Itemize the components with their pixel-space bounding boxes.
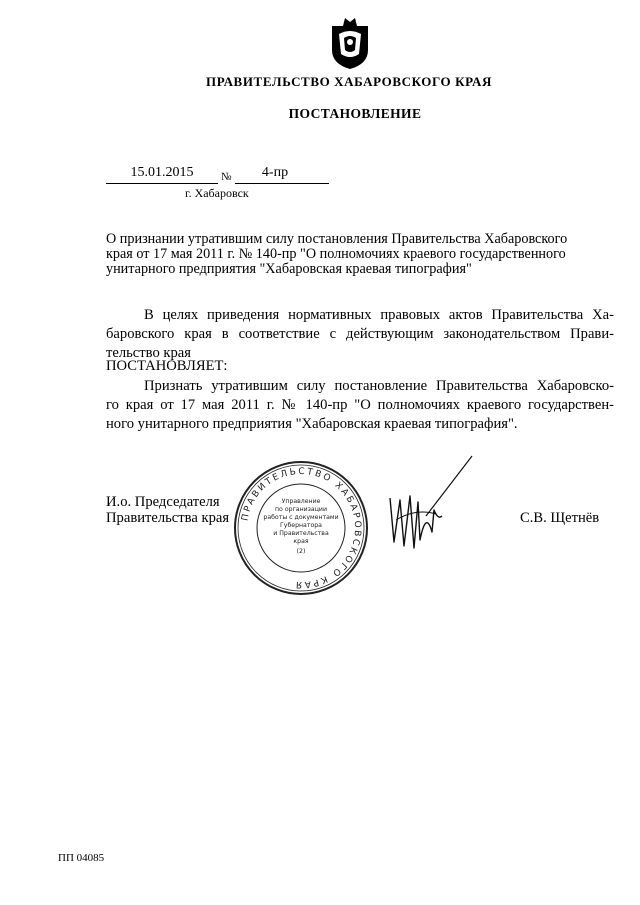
stamp-line: (2) [296,548,306,555]
document-subject [106,232,614,277]
stamp-line: Управление [281,498,321,505]
clause [106,377,614,434]
city: г. Хабаровск [185,186,249,200]
resolves-heading: ПОСТАНОВЛЯЕТ: [106,358,228,374]
subject-line: унитарного предприятия "Хабаровская краевая типография" [106,261,472,277]
subject-line: края от 17 мая 2011 г. № 140-пр "О полномочиях краевого государственного [106,246,566,262]
document-number: 4-пр [261,165,289,180]
document-date: 15.01.2015 [130,165,194,180]
coat-of-arms-icon [329,14,371,70]
handwritten-signature-icon [386,450,476,560]
government-title: ПРАВИТЕЛЬСТВО ХАБАРОВСКОГО КРАЯ [205,74,492,89]
number-sign: № [221,171,232,183]
signer-name: С.В. Щетнёв [520,510,600,526]
stamp-line: и Правительства [273,530,329,537]
clause-line: ного унитарного предприятия "Хабаровская краевая типография". [106,416,518,432]
stamp-outer-text: ПРАВИТЕЛЬСТВО ХАБАРОВСКОГО КРАЯ [240,466,363,590]
stamp-line: работы с документами [263,514,339,521]
stamp-line: края [293,538,309,545]
position-line: И.о. Председателя [106,494,220,510]
preamble-line: тельство края [106,345,191,361]
signer-position [106,494,229,526]
stamp-line: по организации [275,506,327,513]
position-line: Правительства края [106,510,230,526]
preamble [106,306,614,363]
document-code: ПП 04085 [58,852,105,864]
clause-line: Признать утратившим силу постановление Правительства Хабаровско- [144,378,614,394]
clause-line: го края от 17 мая 2011 г. № 140-пр "О полномочиях краевого государствен- [106,397,614,413]
document-type: ПОСТАНОВЛЕНИЕ [288,106,422,121]
stamp-line: Губернатора [280,522,322,529]
preamble-line: В целях приведения нормативных правовых актов Правительства Ха- [144,307,614,323]
preamble-line: баровского края в соответствие с действующим законодательством Прави- [106,326,614,342]
subject-line: О признании утратившим силу постановления Правительства Хабаровского [106,231,568,247]
official-stamp [232,459,370,597]
